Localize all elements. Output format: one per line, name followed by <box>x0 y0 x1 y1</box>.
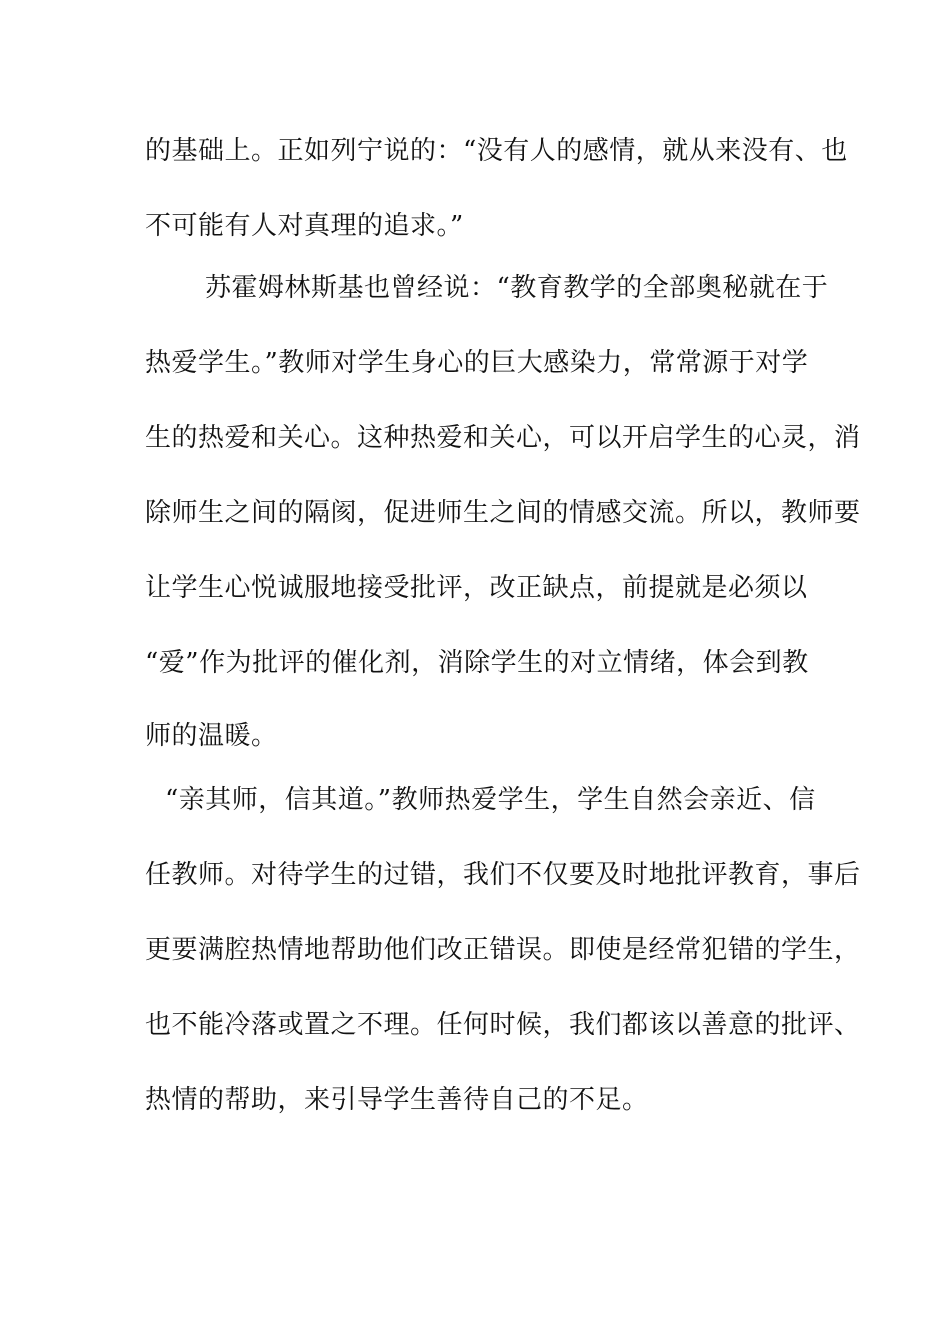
paragraph-start-line: 苏霍姆林斯基也曾经说：“教育教学的全部奥秘就在于 <box>205 273 829 303</box>
text-line: 除师生之间的隔阂，促进师生之间的情感交流。所以，教师要 <box>145 498 861 528</box>
text-line: 更要满腔热情地帮助他们改正错误。即使是经常犯错的学生， <box>145 935 861 965</box>
text-line: 师的温暖。 <box>145 721 278 751</box>
text-line: “爱”作为批评的催化剂，消除学生的对立情绪，体会到教 <box>145 648 809 678</box>
paragraph-start-line: “亲其师，信其道。”教师热爱学生，学生自然会亲近、信 <box>165 785 816 815</box>
text-line: 的基础上。正如列宁说的：“没有人的感情，就从来没有、也 <box>145 136 848 166</box>
text-line: 也不能冷落或置之不理。任何时候，我们都该以善意的批评、 <box>145 1010 861 1040</box>
text-line: 不可能有人对真理的追求。” <box>145 211 464 241</box>
text-line: 热爱学生。”教师对学生身心的巨大感染力，常常源于对学 <box>145 348 809 378</box>
text-line: 热情的帮助，来引导学生善待自己的不足。 <box>145 1085 649 1115</box>
text-line: 任教师。对待学生的过错，我们不仅要及时地批评教育，事后 <box>145 860 861 890</box>
text-line: 生的热爱和关心。这种热爱和关心，可以开启学生的心灵，消 <box>145 423 861 453</box>
text-line: 让学生心悦诚服地接受批评，改正缺点，前提就是必须以 <box>145 573 808 603</box>
